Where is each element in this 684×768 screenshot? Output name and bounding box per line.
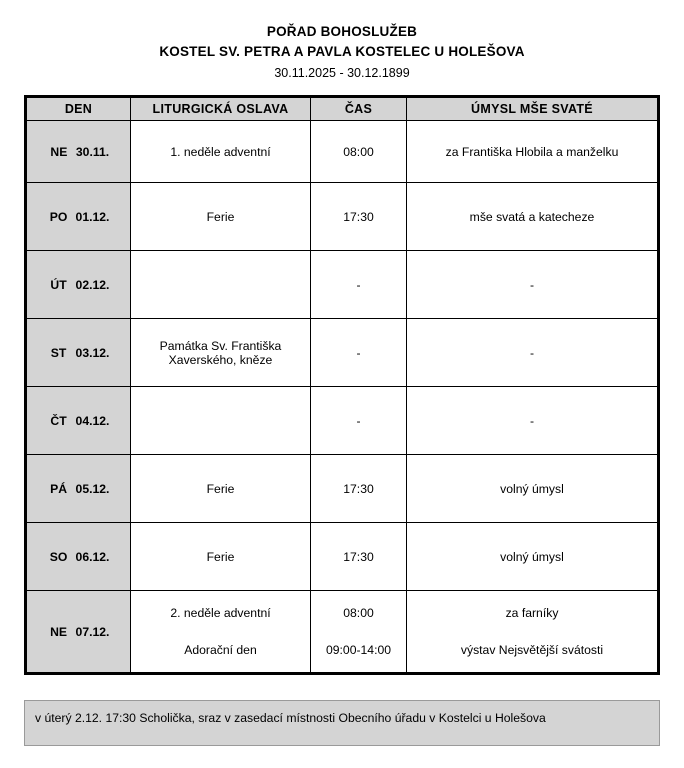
day-of-week: ST	[50, 345, 67, 360]
cell-time: 17:30	[311, 183, 407, 251]
cell-day	[27, 319, 131, 387]
cell-day	[27, 523, 131, 591]
day-of-week: SO	[49, 549, 68, 564]
cell-liturgy: Ferie	[131, 455, 311, 523]
cell-day	[27, 183, 131, 251]
cell-time: -	[311, 319, 407, 387]
cell-liturgy: 1. neděle adventní	[131, 121, 311, 183]
cell-time-primary: 08:00	[343, 605, 374, 620]
table-row	[27, 121, 658, 183]
day-of-week: PÁ	[50, 481, 68, 496]
cell-intention: volný úmysl	[407, 455, 658, 523]
cell-liturgy: Památka Sv. Františka Xaverského, kněze	[131, 319, 311, 387]
schedule-table-wrapper	[24, 95, 660, 675]
column-header-intention: ÚMYSL MŠE SVATÉ	[407, 98, 658, 121]
cell-day	[27, 455, 131, 523]
cell-day	[27, 591, 131, 673]
cell-time: 17:30	[311, 523, 407, 591]
cell-time	[311, 591, 407, 673]
table-row	[27, 591, 658, 673]
column-header-liturgy: LITURGICKÁ OSLAVA	[131, 98, 311, 121]
day-date: 02.12.	[75, 277, 110, 292]
document-header	[0, 0, 684, 83]
cell-time: -	[311, 387, 407, 455]
cell-liturgy	[131, 251, 311, 319]
table-row	[27, 183, 658, 251]
cell-intention: -	[407, 319, 658, 387]
cell-time: 17:30	[311, 455, 407, 523]
cell-intention: za Františka Hlobila a manželku	[407, 121, 658, 183]
day-of-week: ČT	[50, 413, 67, 428]
cell-liturgy	[131, 387, 311, 455]
title-date-range: 30.11.2025 - 30.12.1899	[274, 66, 410, 80]
cell-intention-secondary: výstav Nejsvětější svátosti	[460, 642, 604, 657]
day-date: 05.12.	[75, 481, 110, 496]
cell-liturgy	[131, 591, 311, 673]
table-row	[27, 319, 658, 387]
day-date: 30.11.	[75, 144, 110, 159]
table-row	[27, 455, 658, 523]
cell-intention: -	[407, 387, 658, 455]
cell-intention: -	[407, 251, 658, 319]
cell-liturgy-secondary: Adorační den	[184, 642, 257, 657]
day-date: 06.12.	[75, 549, 110, 564]
title-line-1: POŘAD BOHOSLUŽEB	[266, 24, 418, 39]
column-header-day: DEN	[27, 98, 131, 121]
day-date: 03.12.	[75, 345, 110, 360]
cell-liturgy-primary: 2. neděle adventní	[170, 605, 271, 620]
footer-note: v úterý 2.12. 17:30 Scholička, sraz v zasedací místnosti Obecního úřadu v Kostelci u Holešova	[24, 700, 660, 746]
column-header-time: ČAS	[311, 98, 407, 121]
cell-intention-primary: za farníky	[505, 605, 559, 620]
cell-day	[27, 121, 131, 183]
day-of-week: NE	[50, 144, 68, 159]
day-date: 07.12.	[75, 624, 110, 639]
title-line-2: KOSTEL SV. PETRA A PAVLA KOSTELEC U HOLEŠOVA	[159, 44, 525, 59]
cell-day	[27, 251, 131, 319]
table-row	[27, 387, 658, 455]
cell-day	[27, 387, 131, 455]
day-date: 01.12.	[75, 209, 110, 224]
cell-liturgy: Ferie	[131, 183, 311, 251]
day-of-week: NE	[50, 624, 68, 639]
cell-time: 08:00	[311, 121, 407, 183]
day-date: 04.12.	[75, 413, 110, 428]
day-of-week: PO	[49, 209, 68, 224]
table-row	[27, 523, 658, 591]
table-row	[27, 251, 658, 319]
schedule-table	[26, 97, 658, 673]
table-header-row	[27, 98, 658, 121]
cell-liturgy: Ferie	[131, 523, 311, 591]
cell-intention: volný úmysl	[407, 523, 658, 591]
cell-intention	[407, 591, 658, 673]
cell-intention: mše svatá a katecheze	[407, 183, 658, 251]
cell-time-secondary: 09:00-14:00	[325, 642, 392, 657]
day-of-week: ÚT	[50, 277, 67, 292]
cell-time: -	[311, 251, 407, 319]
